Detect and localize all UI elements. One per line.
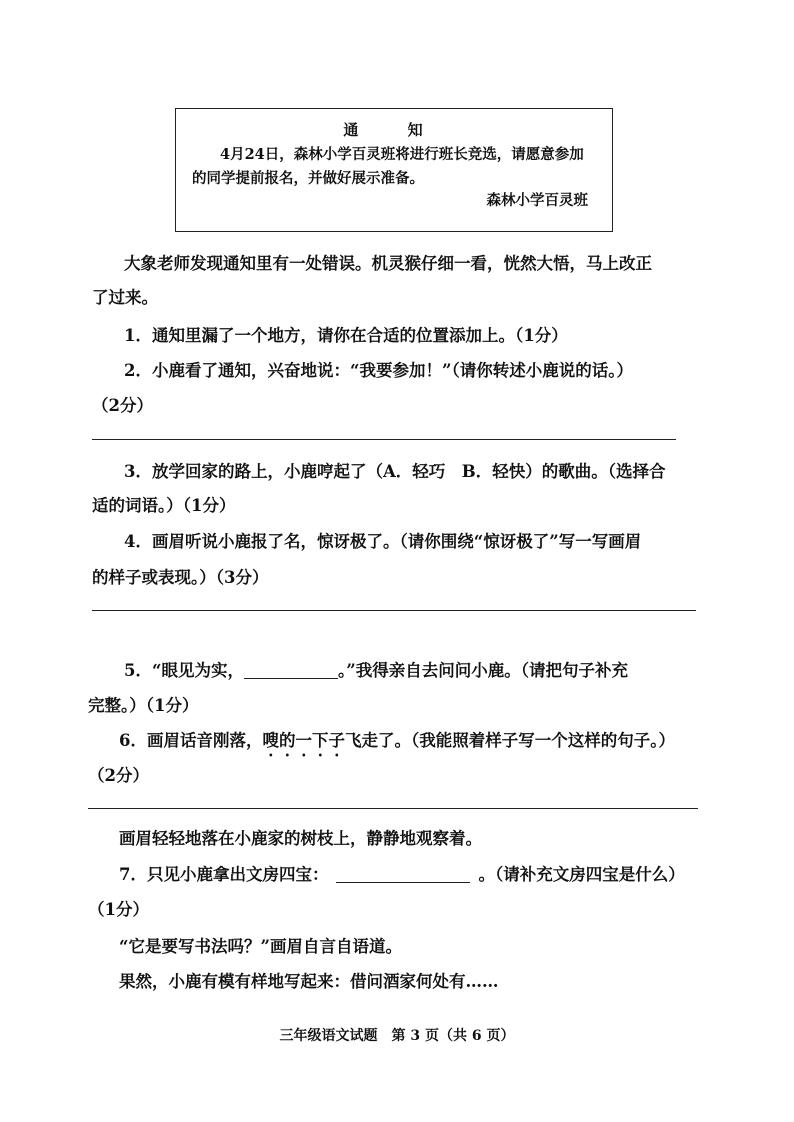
intro-line-1: 大象老师发现通知里有一处错误。机灵猴仔细一看，恍然大悟，马上改正 [124, 254, 652, 273]
story-line-2: “它是要写书法吗？”画眉自言自语道。 [119, 937, 402, 956]
question-7-suffix: 。（请补充文房四宝是什么） [478, 865, 685, 884]
question-7-line-2: （1分） [88, 900, 149, 919]
question-4-line-1: 4．画眉听说小鹿报了名，惊讶极了。（请你围绕“惊讶极了”写一写画眉 [124, 532, 642, 551]
answer-line-6[interactable] [88, 808, 698, 809]
question-5-suffix: 。”我得亲自去问问小鹿。（请把句子补充 [337, 661, 628, 680]
question-7-line-1 [119, 861, 685, 885]
question-1: 1．通知里漏了一个地方，请你在合适的位置添加上。（1分） [124, 326, 568, 345]
question-7-prefix: 7．只见小鹿拿出文房四宝： [119, 865, 329, 884]
question-3-line-1: 3．放学回家的路上，小鹿哼起了（A．轻巧 B．轻快）的歌曲。（选择合 [124, 462, 666, 481]
story-line-1: 画眉轻轻地落在小鹿家的树枝上，静静地观察着。 [119, 829, 482, 848]
question-3-line-2: 适的词语。）（1分） [92, 496, 236, 515]
question-6-line-1 [119, 727, 675, 760]
question-5-prefix: 5．“眼见为实， [124, 661, 244, 680]
question-2-line-2: （2分） [92, 396, 153, 415]
question-5-line-2: 完整。）（1分） [88, 696, 199, 715]
notice-title: 通 知 [343, 121, 445, 139]
question-6-prefix: 6．画眉话音刚落， [119, 731, 263, 750]
question-5-line-1 [124, 657, 628, 681]
question-7-blank[interactable] [336, 866, 470, 883]
notice-signature: 森林小学百灵班 [486, 192, 588, 209]
question-5-blank[interactable] [244, 662, 338, 679]
answer-line-4[interactable] [92, 610, 696, 611]
question-4-line-2: 的样子或表现。）（3分） [92, 568, 269, 587]
question-6-dotted-phrase: 嗖的一下子 [262, 731, 345, 750]
notice-box [175, 108, 613, 232]
story-line-3: 果然，小鹿有模有样地写起来：借问酒家何处有…… [119, 972, 499, 991]
page-footer: 三年级语文试题 第 3 页（共 6 页） [279, 1028, 515, 1044]
question-2-line-1: 2．小鹿看了通知，兴奋地说：“我要参加！”（请你转述小鹿说的话。） [124, 361, 633, 380]
question-6-line-2: （2分） [88, 766, 149, 785]
notice-body: 4月24日，森林小学百灵班将进行班长竞选，请愿意参加的同学提前报名，并做好展示准备。 [192, 146, 584, 187]
answer-line-2[interactable] [92, 439, 676, 440]
intro-line-2: 了过来。 [92, 288, 158, 307]
question-6-suffix: 飞走了。（我能照着样子写一个这样的句子。） [344, 731, 675, 750]
